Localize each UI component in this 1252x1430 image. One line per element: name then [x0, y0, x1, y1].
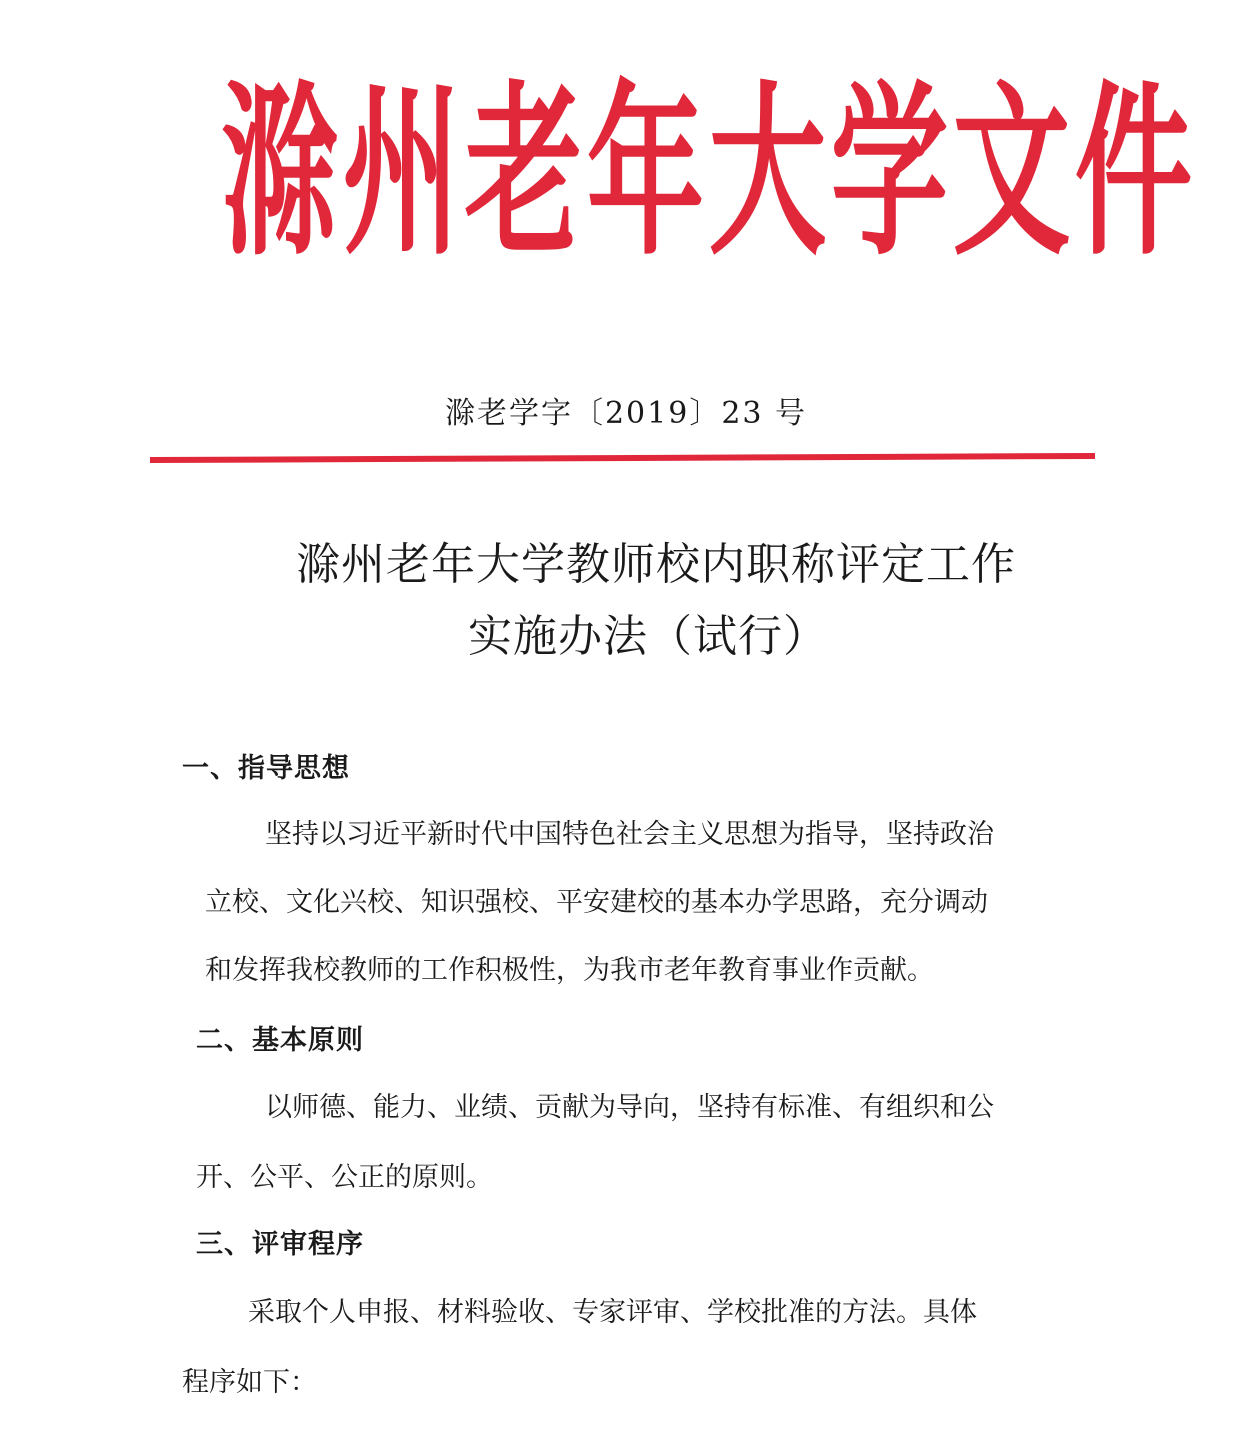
paragraph-line: 采取个人申报、材料验收、专家评审、学校批准的方法。具体	[248, 1297, 977, 1328]
document-title-line-1: 滁州老年大学教师校内职称评定工作	[296, 539, 1016, 590]
masthead-char: 老	[464, 62, 583, 281]
masthead-char: 年	[586, 62, 705, 281]
section-heading-basic-principles: 二、基本原则	[196, 1025, 364, 1056]
masthead-char: 学	[830, 62, 949, 281]
paragraph-line: 开、公平、公正的原则。	[196, 1162, 493, 1193]
paragraph-line: 程序如下：	[182, 1367, 317, 1398]
paragraph-line: 坚持以习近平新时代中国特色社会主义思想为指导，坚持政治	[265, 819, 994, 850]
masthead	[200, 62, 1193, 281]
masthead-char: 大	[708, 62, 827, 281]
masthead-char: 件	[1074, 62, 1193, 281]
section-heading-review-procedure: 三、评审程序	[196, 1229, 364, 1260]
document-number: 滁老学字〔2019〕23 号	[444, 396, 808, 431]
masthead-char: 文	[952, 62, 1071, 281]
masthead-char: 州	[342, 62, 461, 281]
red-divider	[150, 453, 1095, 463]
paragraph-line: 以师德、能力、业绩、贡献为导向，坚持有标准、有组织和公	[265, 1092, 994, 1123]
section-heading-guiding-ideology: 一、指导思想	[182, 753, 350, 784]
paragraph-line: 和发挥我校教师的工作积极性，为我市老年教育事业作贡献。	[205, 955, 934, 986]
document-title-line-2: 实施办法（试行）	[468, 611, 828, 662]
masthead-char: 滁	[220, 62, 339, 281]
paragraph-line: 立校、文化兴校、知识强校、平安建校的基本办学思路，充分调动	[205, 887, 988, 918]
